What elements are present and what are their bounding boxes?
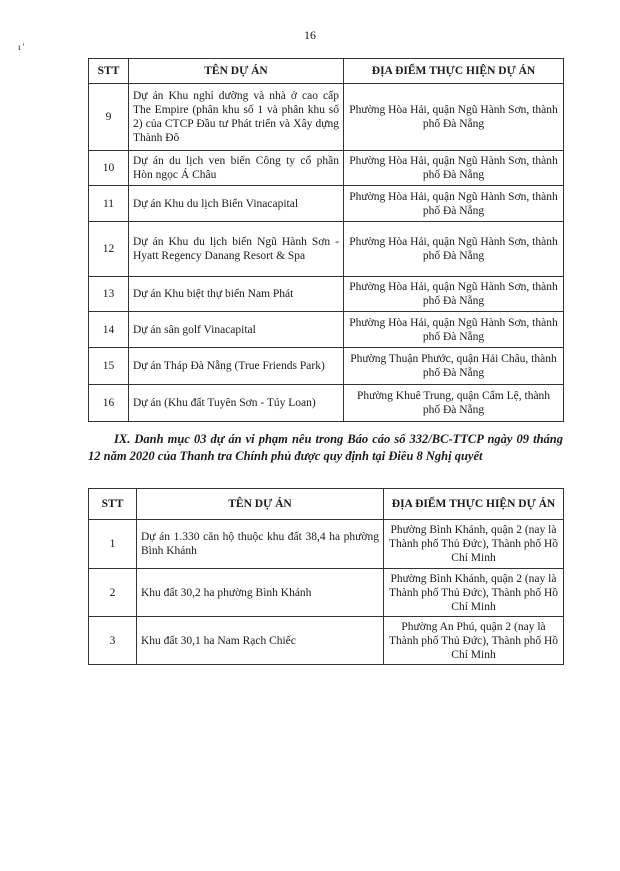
row-stt: 2 [89,569,137,617]
table-row [89,348,564,385]
violating-projects-table [88,488,564,665]
row-stt: 11 [89,186,129,222]
row-stt: 15 [89,348,129,385]
row-project-name: Dự án Tháp Đà Nẵng (True Friends Park) [129,348,344,385]
table-row [89,520,564,569]
row-stt: 9 [89,84,129,151]
table-row [89,277,564,312]
row-stt: 12 [89,222,129,277]
row-project-name: Khu đất 30,1 ha Nam Rạch Chiếc [137,617,384,665]
header-stt: STT [89,59,129,84]
row-project-name: Dự án Khu biệt thự biển Nam Phát [129,277,344,312]
row-stt: 13 [89,277,129,312]
header-project-name: TÊN DỰ ÁN [137,489,384,520]
header-location: ĐỊA ĐIỂM THỰC HIỆN DỰ ÁN [344,59,564,84]
row-project-name: Dự án (Khu đất Tuyên Sơn - Túy Loan) [129,385,344,422]
row-location: Phường Hòa Hải, quận Ngũ Hành Sơn, thành phố Đà Nẵng [344,222,564,277]
row-location: Phường Hòa Hải, quận Ngũ Hành Sơn, thành phố Đà Nẵng [344,277,564,312]
row-project-name: Dự án Khu du lịch Biển Vinacapital [129,186,344,222]
row-location: Phường Bình Khánh, quận 2 (nay là Thành phố Thủ Đức), Thành phố Hồ Chí Minh [384,569,564,617]
table-header-row [89,489,564,520]
page-number: 16 [304,28,316,42]
section-ix-heading: IX. Danh mục 03 dự án vi phạm nêu trong Báo cáo số 332/BC-TTCP ngày 09 tháng 12 năm 2020 của Thanh tra Chính phủ được quy định tại Điều 8 Nghị quyết [88,432,563,463]
row-stt: 16 [89,385,129,422]
table-row [89,385,564,422]
table-row [89,222,564,277]
row-location: Phường Thuận Phước, quận Hải Châu, thành phố Đà Nẵng [344,348,564,385]
row-stt: 3 [89,617,137,665]
table-row [89,569,564,617]
row-stt: 1 [89,520,137,569]
table-row [89,617,564,665]
row-project-name: Dự án sân golf Vinacapital [129,312,344,348]
row-project-name: Dự án du lịch ven biển Công ty cổ phần Hòn ngọc Á Châu [129,151,344,186]
row-location: Phường Hòa Hải, quận Ngũ Hành Sơn, thành phố Đà Nẵng [344,151,564,186]
row-project-name: Dự án Khu du lịch biển Ngũ Hành Sơn - Hyatt Regency Danang Resort & Spa [129,222,344,277]
row-location: Phường Hòa Hải, quận Ngũ Hành Sơn, thành phố Đà Nẵng [344,312,564,348]
header-project-name: TÊN DỰ ÁN [129,59,344,84]
margin-mark: ı ' [18,42,25,52]
header-location: ĐỊA ĐIỂM THỰC HIỆN DỰ ÁN [384,489,564,520]
header-stt: STT [89,489,137,520]
row-project-name: Dự án Khu nghỉ dưỡng và nhà ở cao cấp The Empire (phân khu số 1 và phân khu số 2) của CTCP Đầu tư Phát triển và Xây dựng Thành Đô [129,84,344,151]
row-project-name: Khu đất 30,2 ha phường Bình Khánh [137,569,384,617]
row-location: Phường Hòa Hải, quận Ngũ Hành Sơn, thành phố Đà Nẵng [344,84,564,151]
row-project-name: Dự án 1.330 căn hộ thuộc khu đất 38,4 ha phường Bình Khánh [137,520,384,569]
row-location: Phường Khuê Trung, quận Cẩm Lệ, thành phố Đà Nẵng [344,385,564,422]
row-location: Phường Hòa Hải, quận Ngũ Hành Sơn, thành phố Đà Nẵng [344,186,564,222]
row-stt: 10 [89,151,129,186]
projects-table-continued [88,58,564,422]
table-header-row [89,59,564,84]
row-location: Phường Bình Khánh, quận 2 (nay là Thành phố Thủ Đức), Thành phố Hồ Chí Minh [384,520,564,569]
table-row [89,186,564,222]
table-row [89,84,564,151]
table-row [89,151,564,186]
row-location: Phường An Phú, quận 2 (nay là Thành phố Thủ Đức), Thành phố Hồ Chí Minh [384,617,564,665]
row-stt: 14 [89,312,129,348]
table-row [89,312,564,348]
